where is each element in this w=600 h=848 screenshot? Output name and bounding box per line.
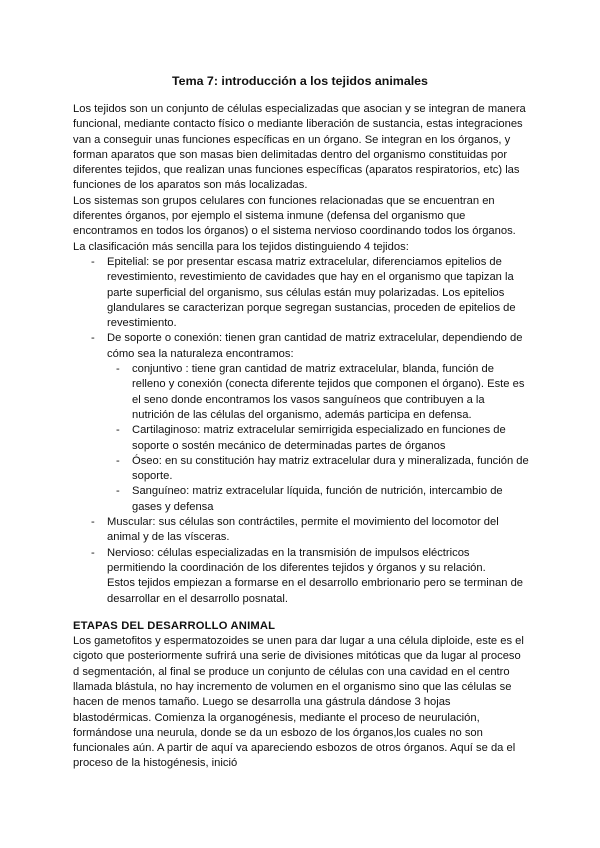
page-title: Tema 7: introducción a los tejidos animales	[172, 74, 428, 88]
document-body	[73, 102, 529, 772]
tissue-item-muscular: - Muscular: sus células son contráctiles, permite el movimiento del locomotor del animal y de las vísceras.	[73, 515, 529, 546]
intro-paragraph-sistemas: Los sistemas son grupos celulares con funciones relacionadas que se encuentran en diferentes órganos, por ejemplo el sistema inmune (defensa del organismo que encontramos en todos los órganos) o el sistema nervioso coordinando todos los órganos.	[73, 194, 516, 238]
closing-paragraph: Estos tejidos empiezan a formarse en el desarrollo embrionario pero se terminan de desarrollar en el desarrollo posnatal.	[107, 577, 524, 605]
intro-paragraph-clasificacion: La clasificación más sencilla para los tejidos distinguiendo 4 tejidos:	[73, 240, 409, 253]
soporte-item-conjuntivo: - conjuntivo : tiene gran cantidad de matriz extracelular, blanda, función de relleno y conexión (conecta diferente tejidos que componen el órgano). Este es el seno donde encontramos los vasos sanguíneos que contribuyen a la nutrición de las células del organismo, además participa en defensa.	[107, 362, 529, 423]
tissue-item-nervioso: - Nervioso: células especializadas en la transmisión de impulsos eléctricos permitiendo la coordinación de los diferentes tejidos y órganos y su relación.	[73, 546, 529, 577]
soporte-item-oseo: - Óseo: en su constitución hay matriz extracelular dura y mineralizada, función de soporte.	[107, 454, 529, 485]
tissue-soporte-text: De soporte o conexión: tienen gran cantidad de matriz extracelular, dependiendo de cómo sea la naturaleza encontramos:	[107, 332, 523, 360]
soporte-item-cartilaginoso: - Cartilaginoso: matriz extracelular semirrigida especializado en funciones de soporte o sostén mecánico de determinadas partes de órganos	[107, 423, 529, 454]
tissue-item-soporte	[73, 331, 529, 515]
intro-paragraph-tejidos: Los tejidos son un conjunto de células especializadas que asocian y se integran de manera funcional, mediante contacto físico o mediante liberación de sustancia, estas integraciones van a conseguir unas funciones específicas en un órgano. Se integran en los órganos, y forman aparatos que son masas bien delimitadas dentro del organismo constituidas por diferentes tejidos, que realizan unas funciones específicas (aparatos respiratorios, etc) las funciones de los aparatos son más localizadas.	[73, 103, 526, 192]
section-paragraph: Los gametofitos y espermatozoides se unen para dar lugar a una célula diploide, este es el cigoto que posteriormente sufrirá una serie de divisiones mitóticas que da lugar al proceso d segmentación, al final se produce un conjunto de células con una cavidad en el centro llamada blástula, no hay incremento de volumen en el organismo sino que las células se hacen de menos tamaño. Luego se desarrolla una gástrula dándose 3 hojas blastodérmicas. Comienza la organogénesis, mediante el proceso de neurulación, formándose una neurula, donde se da un esbozo de los órganos,los cuales no son funcionales aún. A partir de aquí va apareciendo esbozos de otros órganos. Aquí se da el proceso de la histogénesis, inició	[73, 635, 524, 770]
section-heading: ETAPAS DEL DESARROLLO ANIMAL	[73, 619, 276, 632]
tissue-item-epitelial: - Epitelial: se por presentar escasa matriz extracelular, diferenciamos epitelios de revestimiento, revestimiento de cavidades que hay en el organismo que tapizan la parte superficial del organismo, sus células están muy polarizadas. Los epitelios glandulares se caracterizan porque segregan sustancias, proceden de epitelios de revestimiento.	[73, 255, 529, 331]
soporte-sublist	[107, 362, 529, 515]
tissue-list	[73, 255, 529, 576]
soporte-item-sanguineo: - Sanguíneo: matriz extracelular líquida, función de nutrición, intercambio de gases y defensa	[107, 484, 529, 515]
